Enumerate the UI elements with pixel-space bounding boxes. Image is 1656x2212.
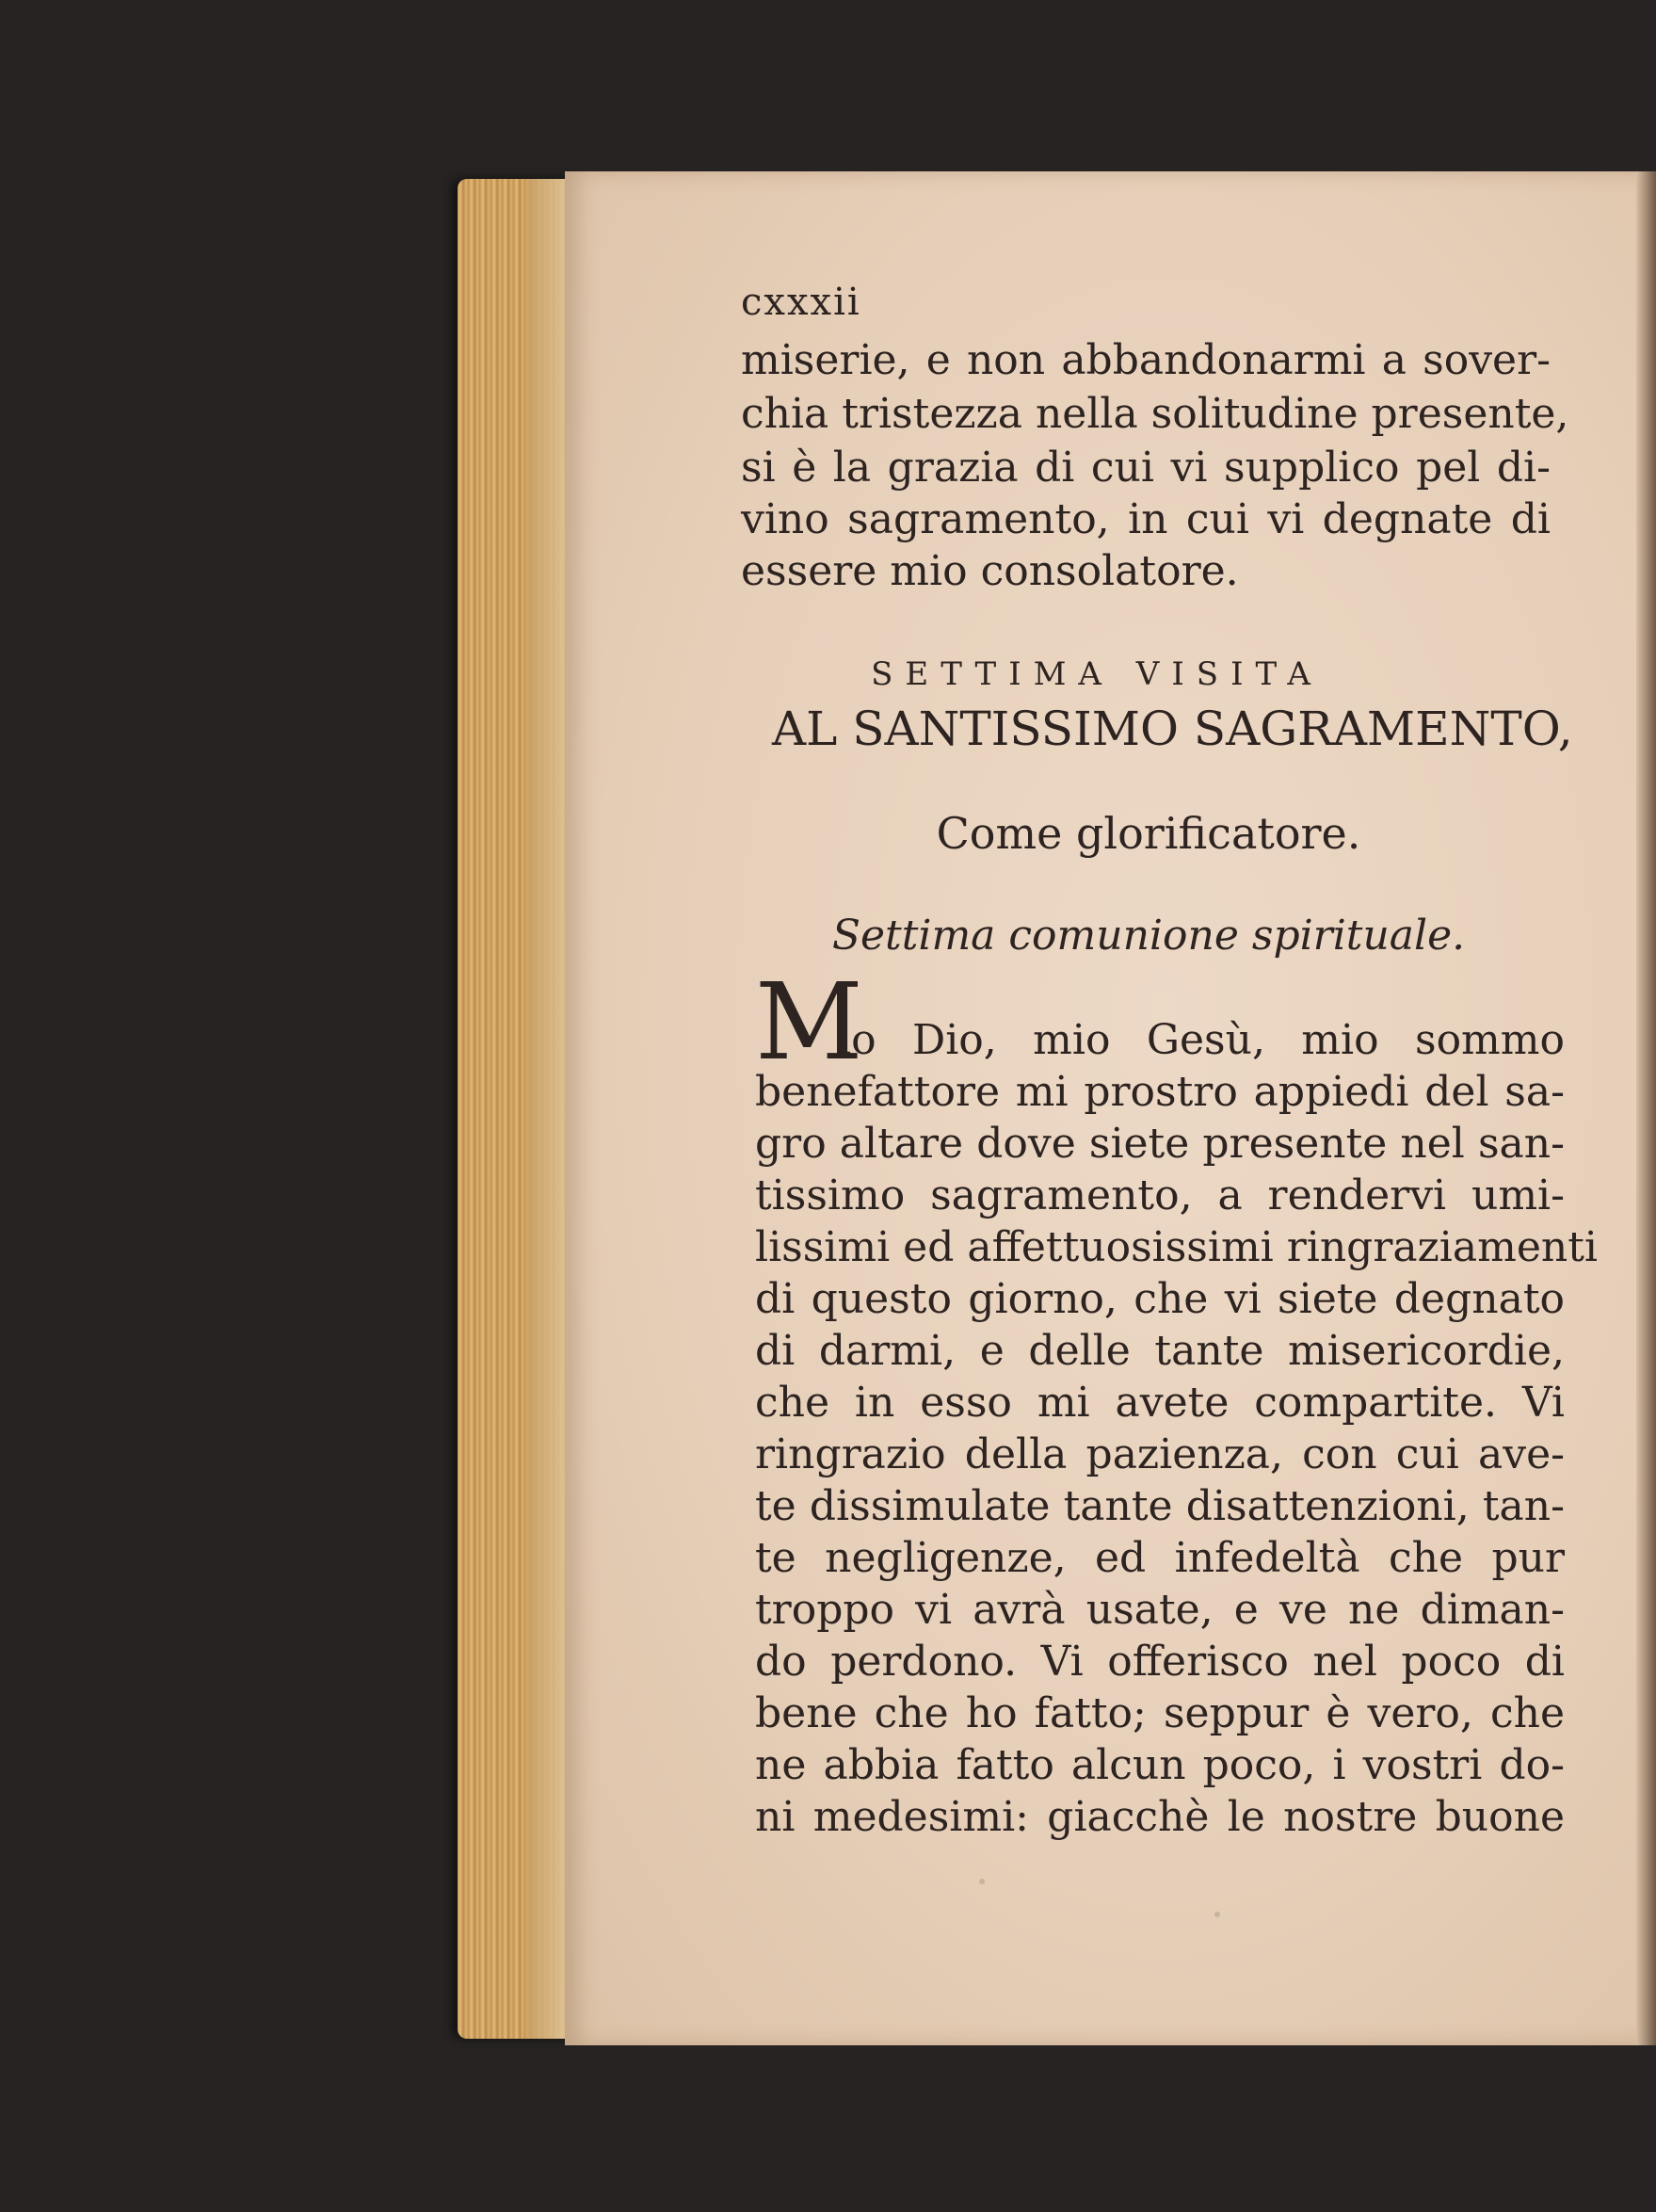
body-line: te dissimulate tante disattenzioni, tan- [755,1482,1565,1530]
body-line: troppo vi avrà usate, e ve ne diman- [755,1586,1565,1634]
body-line: bene che ho fatto; seppur è vero, che [755,1689,1565,1737]
page-number: cxxxii [741,281,861,324]
intro-line: vino sagramento, in cui vi degnate di [741,495,1551,543]
page-right-edge [1636,171,1656,2045]
intro-line: miserie, e non abbandonarmi a sover- [741,336,1551,384]
body-line: benefattore mi prostro appiedi del sa- [755,1068,1565,1116]
body-line: tissimo sagramento, a rendervi umi- [755,1171,1565,1219]
intro-line: si è la grazia di cui vi supplico pel di- [741,444,1551,492]
paper-speck [1214,1912,1220,1917]
body-line: te negligenze, ed infedeltà che pur [755,1534,1565,1582]
body-line: io Dio, mio Gesù, mio sommo [838,1016,1565,1064]
body-line: gro altare dove siete presente nel san- [755,1120,1565,1168]
section-label: SETTIMA VISITA [871,655,1323,693]
intro-line: essere mio consolatore. [741,547,1239,595]
body-line: di questo giorno, che vi siete degnato [755,1275,1565,1323]
body-line: che in esso mi avete compartite. Vi [755,1379,1565,1427]
body-line: di darmi, e delle tante misericordie, [755,1327,1565,1375]
body-line: do perdono. Vi offerisco nel poco di [755,1638,1565,1686]
paper-speck [979,1879,985,1884]
section-title: AL SANTISSIMO SAGRAMENTO, [772,702,1573,756]
body-line: ringrazio della pazienza, con cui ave- [755,1430,1565,1478]
body-line: ne abbia fatto alcun poco, i vostri do- [755,1741,1565,1789]
body-line: ni medesimi: giacchè le nostre buone [755,1793,1565,1841]
section-subtitle: Come glorificatore. [936,808,1361,859]
drop-cap-letter: M [755,961,863,1084]
intro-line: chia tristezza nella solitudine presente, [741,390,1569,438]
section-italic-heading: Settima comunione spirituale. [831,912,1466,960]
body-line: lissimi ed affettuosissimi ringraziamenti [755,1223,1598,1271]
